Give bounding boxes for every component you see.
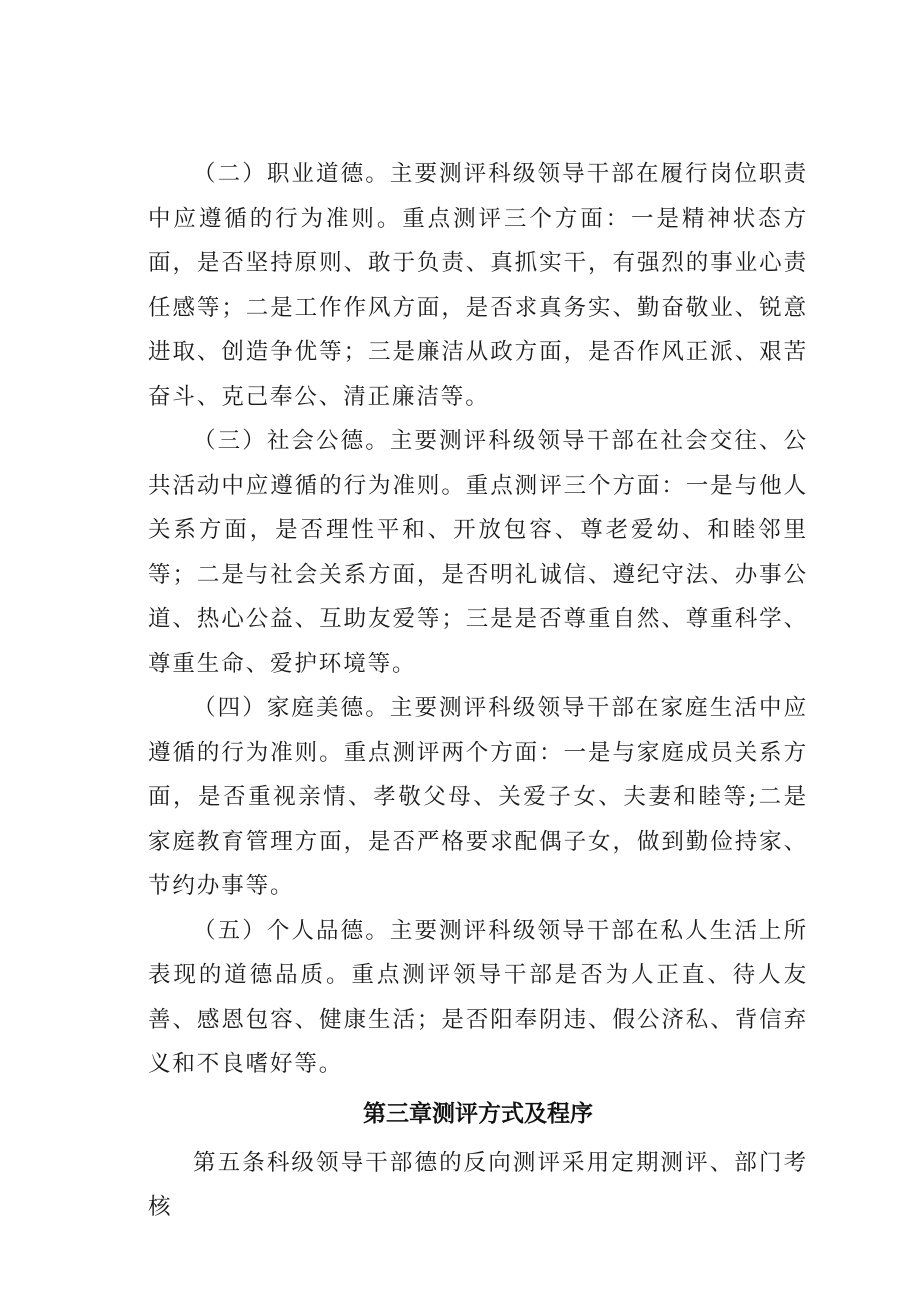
chapter-heading: 第三章测评方式及程序: [363, 1100, 593, 1127]
paragraph-social-ethics: （三）社会公德。主要测评科级领导干部在社会交往、公共活动中应遵循的行为准则。重点测评三个方面：一是与他人关系方面，是否理性平和、开放包容、尊老爱幼、和睦邻里等；二是与社会关系方面，是否明礼诚信、遵纪守法、办事公道、热心公益、互助友爱等；三是是否尊重自然、尊重科学、尊重生命、爱护环境等。: [148, 428, 808, 677]
paragraph-family-virtues: （四）家庭美德。主要测评科级领导干部在家庭生活中应遵循的行为准则。重点测评两个方面：一是与家庭成员关系方面，是否重视亲情、孝敬父母、关爱子女、夫妻和睦等;二是家庭教育管理方面，是否严格要求配偶子女，做到勤俭持家、节约办事等。: [148, 695, 808, 899]
paragraph-article-five: 第五条科级领导干部德的反向测评采用定期测评、部门考核: [148, 1149, 808, 1220]
paragraph-professional-ethics: （二）职业道德。主要测评科级领导干部在履行岗位职责中应遵循的行为准则。重点测评三个方面：一是精神状态方面，是否坚持原则、敢于负责、真抓实干，有强烈的事业心责任感等；二是工作作风方面，是否求真务实、勤奋敬业、锐意进取、创造争优等；三是廉洁从政方面，是否作风正派、艰苦奋斗、克己奉公、清正廉洁等。: [148, 161, 808, 410]
paragraph-personal-morality: （五）个人品德。主要测评科级领导干部在私人生活上所表现的道德品质。重点测评领导干部是否为人正直、待人友善、感恩包容、健康生活；是否阳奉阴违、假公济私、背信弃义和不良嗜好等。: [148, 917, 808, 1077]
document-body: [148, 152, 808, 1230]
